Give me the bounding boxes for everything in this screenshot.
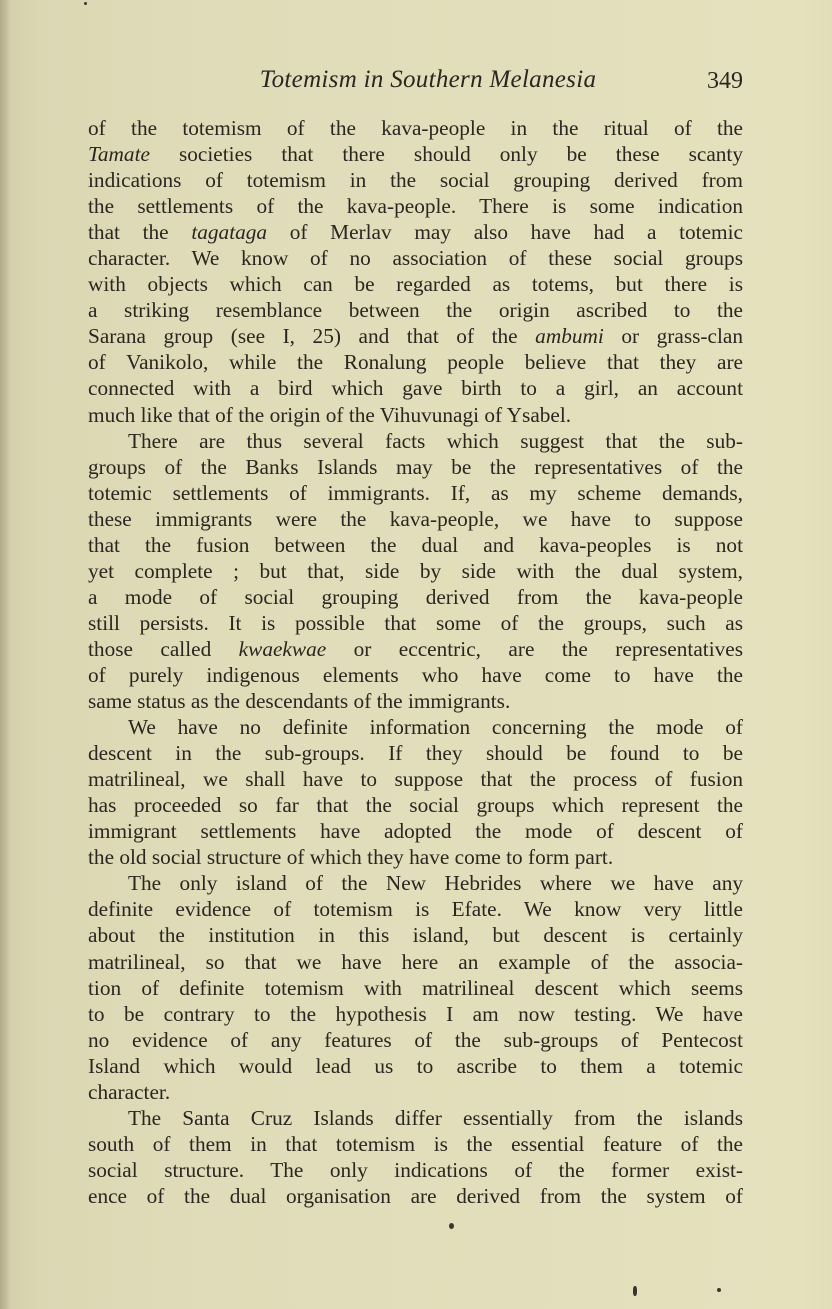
text-line: character.	[88, 1079, 171, 1104]
text-line: Island which would lead us to ascribe to them a totemic	[88, 1053, 743, 1078]
text-line: matrilineal, we shall have to suppose that the process of fusion	[88, 767, 743, 792]
italic-term: kwaekwae	[238, 636, 327, 661]
text-line: much like that of the origin of the Vihuvunagi of Ysabel.	[88, 402, 572, 427]
text-line: social structure. The only indications of the former exist-	[88, 1157, 743, 1182]
italic-term: tagataga	[191, 220, 268, 245]
text-line: that the tagataga of Merlav may also have had a totemic	[88, 220, 743, 245]
text-line: about the institution in this island, but descent is certainly	[88, 923, 743, 948]
text-line: with objects which can be regarded as totems, but there is	[88, 272, 743, 297]
scan-speck	[84, 2, 87, 5]
text-line: no evidence of any features of the sub-groups of Pentecost	[88, 1027, 743, 1052]
page-header	[88, 66, 743, 100]
text-line: immigrant settlements have adopted the mode of descent of	[88, 819, 743, 844]
text-line: We have no definite information concerning the mode of	[128, 715, 743, 740]
text-line: character. We know of no association of these social groups	[88, 246, 743, 271]
paragraph	[88, 870, 743, 1104]
book-spine-shadow	[0, 0, 10, 1309]
text-line: a striking resemblance between the origin ascribed to the	[88, 298, 743, 323]
text-line: still persists. It is possible that some of the groups, such as	[88, 610, 743, 635]
scan-speck	[633, 1286, 637, 1296]
text-line: a mode of social grouping derived from the kava-people	[88, 584, 743, 609]
text-line: south of them in that totemism is the essential feature of the	[88, 1131, 743, 1156]
text-line: the old social structure of which they have come to form part.	[88, 845, 614, 870]
scan-speck	[449, 1223, 454, 1229]
text-line: of purely indigenous elements who have come to have the	[88, 662, 743, 687]
page-number: 349	[707, 68, 743, 94]
text-line: Sarana group (see I, 25) and that of the ambumi or grass-clan	[88, 324, 743, 349]
text-line: of Vanikolo, while the Ronalung people believe that they are	[88, 350, 743, 375]
scan-speck	[717, 1288, 721, 1292]
text-line: groups of the Banks Islands may be the representatives of the	[88, 454, 743, 479]
running-title: Totemism in Southern Melanesia	[259, 66, 597, 93]
text-line: indications of totemism in the social grouping derived from	[88, 168, 743, 193]
text-line: that the fusion between the dual and kava-peoples is not	[88, 532, 743, 557]
italic-term: ambumi	[535, 324, 604, 349]
text-line: Tamate societies that there should only be these scanty	[88, 142, 743, 167]
text-line: tion of definite totemism with matrilineal descent which seems	[88, 975, 743, 1000]
text-line: has proceeded so far that the social groups which represent the	[88, 793, 743, 818]
italic-term: Tamate	[88, 142, 150, 167]
paragraph	[88, 428, 743, 715]
paragraph	[88, 1105, 743, 1209]
text-line: matrilineal, so that we have here an example of the associa-	[88, 949, 743, 974]
text-line: those called kwaekwae or eccentric, are the representatives	[88, 636, 743, 661]
paragraph	[88, 115, 743, 428]
body-text	[88, 115, 743, 1209]
paragraph	[88, 714, 743, 870]
text-line: these immigrants were the kava-people, we have to suppose	[88, 506, 743, 531]
text-line: connected with a bird which gave birth to a girl, an account	[88, 376, 743, 401]
text-line: of the totemism of the kava-people in the ritual of the	[88, 116, 743, 140]
text-line: descent in the sub-groups. If they should be found to be	[88, 741, 743, 766]
text-line: the settlements of the kava-people. There is some indication	[88, 194, 743, 219]
text-line: The only island of the New Hebrides where we have any	[128, 871, 743, 896]
text-line: to be contrary to the hypothesis I am now testing. We have	[88, 1001, 743, 1026]
text-line: same status as the descendants of the immigrants.	[88, 689, 511, 714]
text-line: definite evidence of totemism is Efate. We know very little	[88, 897, 743, 922]
text-line: totemic settlements of immigrants. If, as my scheme demands,	[88, 480, 743, 505]
text-line: ence of the dual organisation are derived from the system of	[88, 1183, 743, 1208]
text-line: yet complete ; but that, side by side with the dual system,	[88, 558, 743, 583]
text-line: The Santa Cruz Islands differ essentially from the islands	[128, 1105, 743, 1130]
text-line: There are thus several facts which suggest that the sub-	[128, 428, 743, 453]
